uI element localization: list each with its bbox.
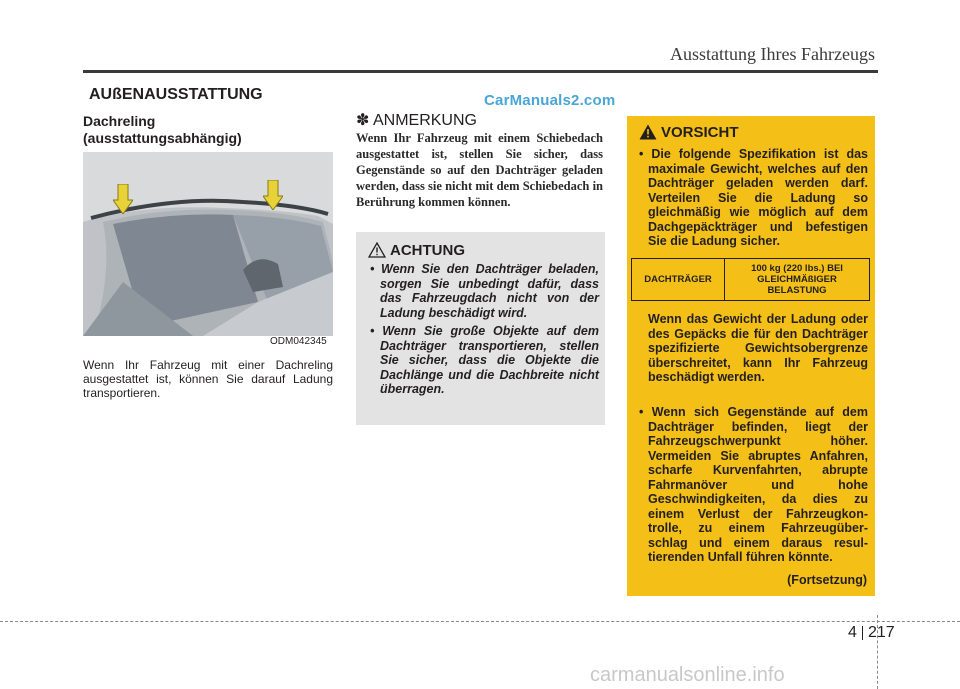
car-roof-photo	[83, 152, 333, 336]
footer-watermark: carmanualsonline.info	[590, 664, 785, 686]
page-separator	[862, 626, 863, 640]
list-item: • Wenn Sie den Dachträger beladen, sorgen Sie unbedingt dafür, dass das Fahrzeugdach nicht von der Ladung beschädigt wird.	[370, 262, 599, 320]
subsection-title: Dachreling (ausstattungsabhängig)	[83, 113, 242, 146]
header-title: Ausstattung Ihres Fahrzeugs	[670, 44, 875, 64]
achtung-title: ACHTUNG	[390, 242, 465, 259]
header-rule	[83, 70, 878, 73]
achtung-list	[364, 262, 599, 401]
watermark-link[interactable]: CarManuals2.com	[484, 92, 616, 109]
vorsicht-item-1: • Die folgende Spezifikation ist das maximale Gewicht, welches auf den Dachträger geladen werden darf. Verteilen Sie die Ladung so gleichmäßig wie möglich auf dem Dachgepäckträger und befestigen Sie die Ladung sicher.	[639, 147, 868, 248]
achtung-box	[356, 232, 605, 425]
body-paragraph: Wenn Ihr Fahrzeug mit einer Dachreling ausgestattet ist, können Sie darauf Ladung transportieren.	[83, 358, 333, 400]
table-cell-value: 100 kg (220 lbs.) BEI GLEICHMÄßIGER BELASTUNG	[725, 259, 870, 301]
vorsicht-box	[627, 116, 875, 596]
note-title: ✽ ANMERKUNG	[356, 112, 477, 129]
load-spec-table	[631, 258, 870, 301]
page-number: 217	[868, 624, 895, 641]
vorsicht-item-2: • Wenn sich Gegenstände auf dem Dachträger befinden, liegt der Fahrzeugschwerpunkt höher. Vermeiden Sie abruptes Anfahren, scharfe Kurvenfahrten, abrupte Fahrmanöver und hohe Geschwindigkeiten, da dies zu einem Verlust der Fahrzeugkon-trolle, zu einem Fahrzeugüber-schlag und einem daraus resul-tierenden Unfall führen könnte.	[639, 405, 868, 564]
note-text: Wenn Ihr Fahrzeug mit einem Schiebedach ausgestattet ist, stellen Sie sicher, dass Gegenstände so auf den Dachträger geladen werden, dass sie nicht mit dem Schiebedach in Berührung kommen können.	[356, 131, 603, 209]
warning-triangle-icon	[639, 124, 657, 140]
arrow-down-icon	[263, 180, 283, 210]
arrow-down-icon	[113, 184, 133, 214]
footer-divider	[0, 621, 960, 622]
photo-caption: ODM042345	[270, 336, 327, 347]
vorsicht-item-1-continued: Wenn das Gewicht der Ladung oder des Gepäcks die für den Dachträger spezifizierte Gewichtsobergrenze überschreitet, kann Ihr Fahrzeug beschädigt werden.	[648, 312, 868, 384]
car-roof-illustration	[83, 152, 333, 336]
vorsicht-title: VORSICHT	[661, 124, 739, 141]
list-item: • Wenn Sie große Objekte auf dem Dachträger transportieren, stellen Sie sicher, dass die Objekte die Dachlänge und die Dachbreite nicht überragen.	[370, 324, 599, 396]
chapter-number: 4	[848, 624, 857, 641]
table-cell-label: DACHTRÄGER	[632, 259, 725, 301]
warning-triangle-icon	[368, 242, 386, 258]
continued-label: (Fortsetzung)	[787, 573, 867, 587]
section-title: AUßENAUSSTATTUNG	[89, 86, 263, 103]
